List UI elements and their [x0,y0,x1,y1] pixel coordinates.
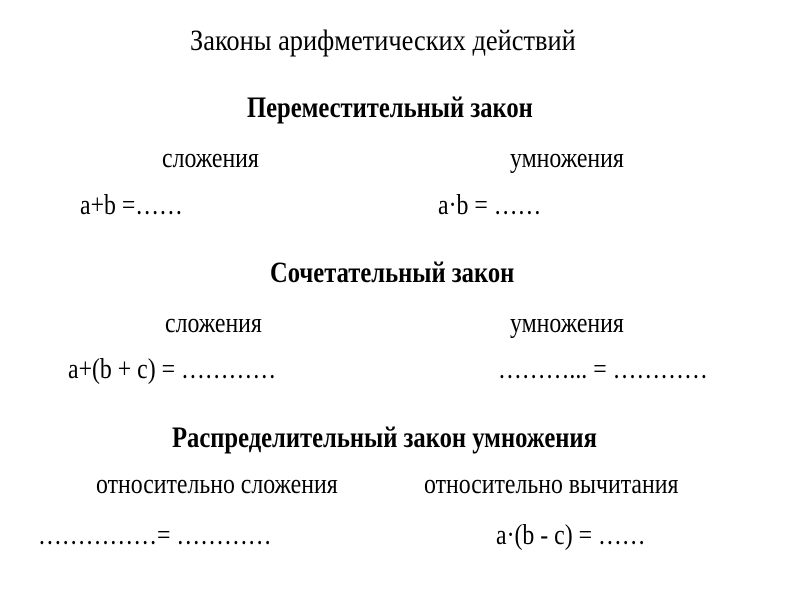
commutative-multiplication-label: умножения [510,143,624,174]
distributive-subtraction-label: относительно вычитания [424,469,679,500]
associative-addition-expression: a+(b + c) = ………… [68,354,277,385]
page-title: Законы арифметических действий [190,24,576,57]
commutative-addition-label: сложения [162,143,259,174]
section-heading-commutative: Переместительный закон [247,91,533,124]
distributive-addition-label: относительно сложения [96,469,338,500]
associative-multiplication-expression: ………... = ………… [498,354,708,385]
distributive-addition-expression: ……………= ………… [38,520,272,551]
distributive-subtraction-expression: a·(b - c) = …… [496,520,646,551]
section-heading-associative: Сочетательный закон [270,256,515,289]
commutative-multiplication-expression: a·b = …… [438,190,542,221]
associative-multiplication-label: умножения [510,308,624,339]
commutative-addition-expression: a+b =…… [80,190,183,221]
section-heading-distributive: Распределительный закон умножения [172,421,597,454]
associative-addition-label: сложения [165,308,262,339]
